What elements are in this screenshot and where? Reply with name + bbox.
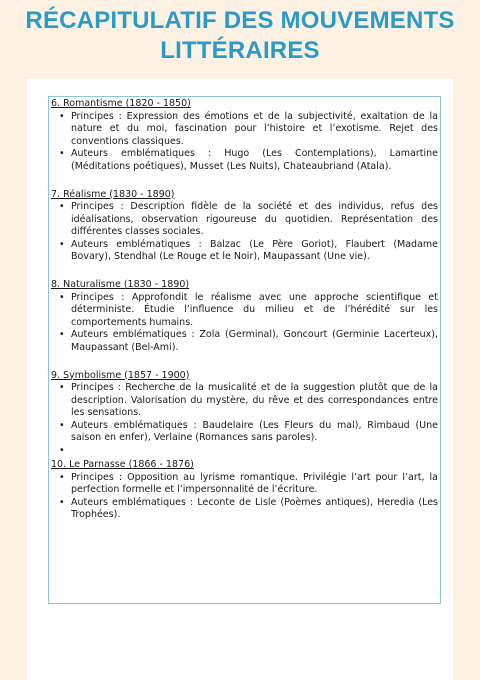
section-realisme: [51, 189, 438, 264]
bullet-icon: •: [59, 382, 65, 393]
page-title: [0, 6, 480, 66]
section-romantisme: [51, 98, 438, 173]
list-item-text: Principes : Description fidèle de la société et des individus, refus des idéalisations, observation rigoureuse du quotidien. Représentation des différentes classes sociales.: [71, 201, 438, 237]
list-item: [51, 329, 438, 354]
bullet-list: [51, 201, 438, 264]
section-naturalisme: [51, 279, 438, 354]
page-title-line-1: RÉCAPITULATIF DES MOUVEMENTS: [25, 7, 455, 34]
section-heading: 7. Réalisme (1830 - 1890): [51, 188, 175, 200]
list-item-text: Auteurs emblématiques : Balzac (Le Père Goriot), Flaubert (Madame Bovary), Stendhal (Le Rouge et le Noir), Maupassant (Une vie).: [71, 238, 438, 262]
bullet-list: [51, 111, 438, 174]
bullet-icon: •: [59, 419, 65, 431]
bullet-list: [51, 292, 438, 355]
section-heading: 9. Symbolisme (1857 - 1900): [51, 369, 190, 381]
list-item: [51, 292, 438, 330]
list-item-text: Auteurs emblématiques : Baudelaire (Les Fleurs du mal), Rimbaud (Une saison en enfer), Verlaine (Romances sans paroles).: [71, 419, 438, 443]
list-item: [51, 497, 438, 522]
list-item: [51, 420, 438, 445]
list-item-text: Principes : Approfondit le réalisme avec une approche scientifique et déterministe. Étudie l’influence du milieu et de l’hérédité sur les comportements humains.: [71, 291, 438, 328]
section-heading: 10. Le Parnasse (1866 - 1876): [51, 459, 194, 470]
content-sheet: [27, 79, 453, 680]
list-item-text: Principes : Recherche de la musicalité et de la suggestion plutôt que de la description. Valorisation du mystère, du rêve et des correspondances entre les sensations.: [71, 382, 438, 418]
bullet-list: [51, 472, 438, 522]
list-item: [51, 239, 438, 264]
bullet-icon: •: [59, 444, 65, 456]
list-item: [51, 472, 438, 497]
list-item-text: Principes : Opposition au lyrisme romantique. Privilégie l’art pour l’art, la perfection formelle et l’impersonnalité de l’écriture.: [71, 471, 438, 495]
bullet-icon: •: [59, 329, 65, 340]
bullet-icon: •: [59, 238, 65, 250]
bullet-icon: •: [59, 471, 65, 483]
list-item: [51, 111, 438, 149]
bullet-icon: •: [59, 148, 65, 159]
list-item-text: Auteurs emblématiques : Zola (Germinal), Goncourt (Germinie Lacerteux), Maupassant (Bel-Ami).: [71, 329, 438, 353]
section-parnasse: [51, 459, 438, 522]
bullet-icon: •: [59, 291, 65, 303]
list-item-empty: [51, 445, 438, 458]
list-item: [51, 382, 438, 420]
list-item: [51, 148, 438, 173]
page-title-line-2: LITTÉRAIRES: [160, 37, 320, 64]
section-symbolisme: [51, 370, 438, 458]
list-item-text: Auteurs emblématiques : Hugo (Les Contemplations), Lamartine (Méditations poétiques), Musset (Les Nuits), Chateaubriand (Atala).: [71, 148, 438, 172]
section-heading: 6. Romantisme (1820 - 1850): [51, 98, 191, 109]
summary-frame: [48, 96, 441, 604]
bullet-icon: •: [59, 110, 65, 122]
bullet-list: [51, 382, 438, 457]
list-item-text: Auteurs emblématiques : Leconte de Lisle (Poèmes antiques), Heredia (Les Trophées).: [71, 496, 438, 520]
section-heading: 8. Naturalisme (1830 - 1890): [51, 279, 190, 290]
list-item-text: Principes : Expression des émotions et de la subjectivité, exaltation de la nature et du moi, fascination pour l’histoire et l’exotisme. Rejet des conventions classiques.: [71, 110, 438, 147]
bullet-icon: •: [59, 496, 65, 508]
list-item: [51, 201, 438, 239]
bullet-icon: •: [59, 201, 65, 212]
